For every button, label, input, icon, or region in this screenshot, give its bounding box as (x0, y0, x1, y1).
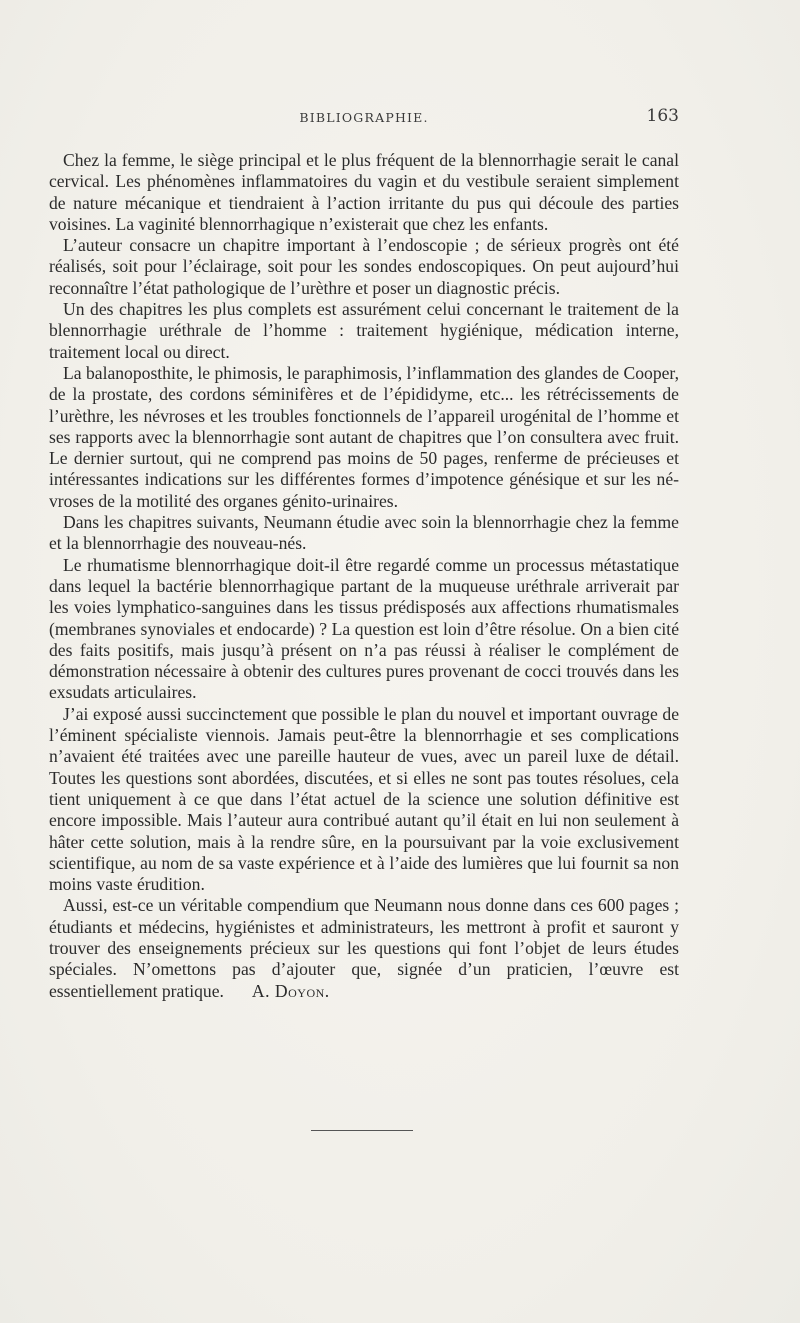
author-signature: A. Doyon. (251, 980, 330, 1001)
running-title: BIBLIOGRAPHIE. (299, 110, 429, 125)
paragraph-3: Un des chapitres les plus complets est assurément celui concernant le traitement de la blennorrhagie uréthrale de l’homme : traitement hygiénique, médication interne, traitement local ou direct. (49, 299, 679, 362)
section-end-rule (311, 1130, 413, 1131)
paragraph-8-text: Aussi, est-ce un véritable compendium que Neumann nous donne dans ces 600 pages ; étudiants et médecins, hygiénistes et administrateurs, les mettront à profit et sauront y trouver des enseignements précieux sur les questions qui font l’objet de leurs études spéciales. N’omettons pas d’ajouter que, signée d’un praticien, l’œuvre est essentiellement pratique. (49, 895, 679, 1001)
paragraph-2: L’auteur consacre un chapitre important à l’endoscopie ; de sérieux progrès ont été réalisés, soit pour l’éclairage, soit pour les sondes endoscopiques. On peut aujourd’hui reconnaître l’état pathologique de l’urèthre et poser un diagnostic précis. (49, 235, 679, 298)
page-header (49, 106, 679, 130)
paragraph-7: J’ai exposé aussi succinctement que possible le plan du nouvel et important ouvrage de l’éminent spécialiste viennois. Jamais peut-être la blennorrhagie et ses complications n’avaient été traitées avec une pareille hauteur de vues, avec un pareil luxe de détail. Toutes les questions sont abordées, discutées, et si elles ne sont pas toutes résolues, cela tient uniquement à ce que dans l’état actuel de la science une solution définitive est encore impossible. Mais l’auteur aura contribué autant qu’il était en lui non seulement à hâter cette solution, mais à la rendre sûre, en la poursuivant par la voie exclusivement scientifique, au nom de sa vaste expérience et à l’aide des lumières que lui fournit sa non moins vaste érudition. (49, 703, 679, 895)
paragraph-5: Dans les chapitres suivants, Neumann étudie avec soin la blennorrhagie chez la femme et la blennorrhagie des nouveau-nés. (49, 512, 679, 554)
paragraph-8 (49, 895, 679, 1001)
paragraph-1: Chez la femme, le siège principal et le plus fréquent de la blennorrhagie serait le canal cervical. Les phénomènes inflammatoires du vagin et du vestibule seraient simplement de nature mécanique et tiendraient à l’action irritante du pus qui découle des parties voisines. La vaginité blennorrhagique n’existerait que chez les enfants. (49, 150, 679, 234)
body-text (49, 150, 679, 1002)
paragraph-4: La balanoposthite, le phimosis, le paraphimosis, l’inflammation des glandes de Cooper, de la prostate, des cordons séminifères et de l’épididyme, etc... les rétrécissements de l’urèthre, les névroses et les troubles fonctionnels de l’appareil urogénital de l’homme et ses rapports avec la blennorrhagie sont autant de chapitres que l’on consultera avec fruit. Le dernier surtout, qui ne comprend pas moins de 50 pages, renferme de précieuses et intéressantes indications sur les différentes formes d’impotence génésique et sur les névroses de la motilité des organes génito-urinaires. (49, 362, 679, 511)
paragraph-6: Le rhumatisme blennorrhagique doit-il être regardé comme un processus métastatique dans lequel la bactérie blennorrhagique partant de la muqueuse uréthrale arriverait par les voies lymphatico-sanguines dans les tissus prédisposés aux affections rhumatismales (membranes synoviales et endocarde) ? La question est loin d’être résolue. On a bien cité des faits positifs, mais jusqu’à présent on n’a pas réussi à réaliser le complément de démonstration nécessaire à obtenir des cultures pures provenant de cocci trouvés dans les exsudats articulaires. (49, 554, 679, 703)
page-number: 163 (646, 106, 679, 126)
